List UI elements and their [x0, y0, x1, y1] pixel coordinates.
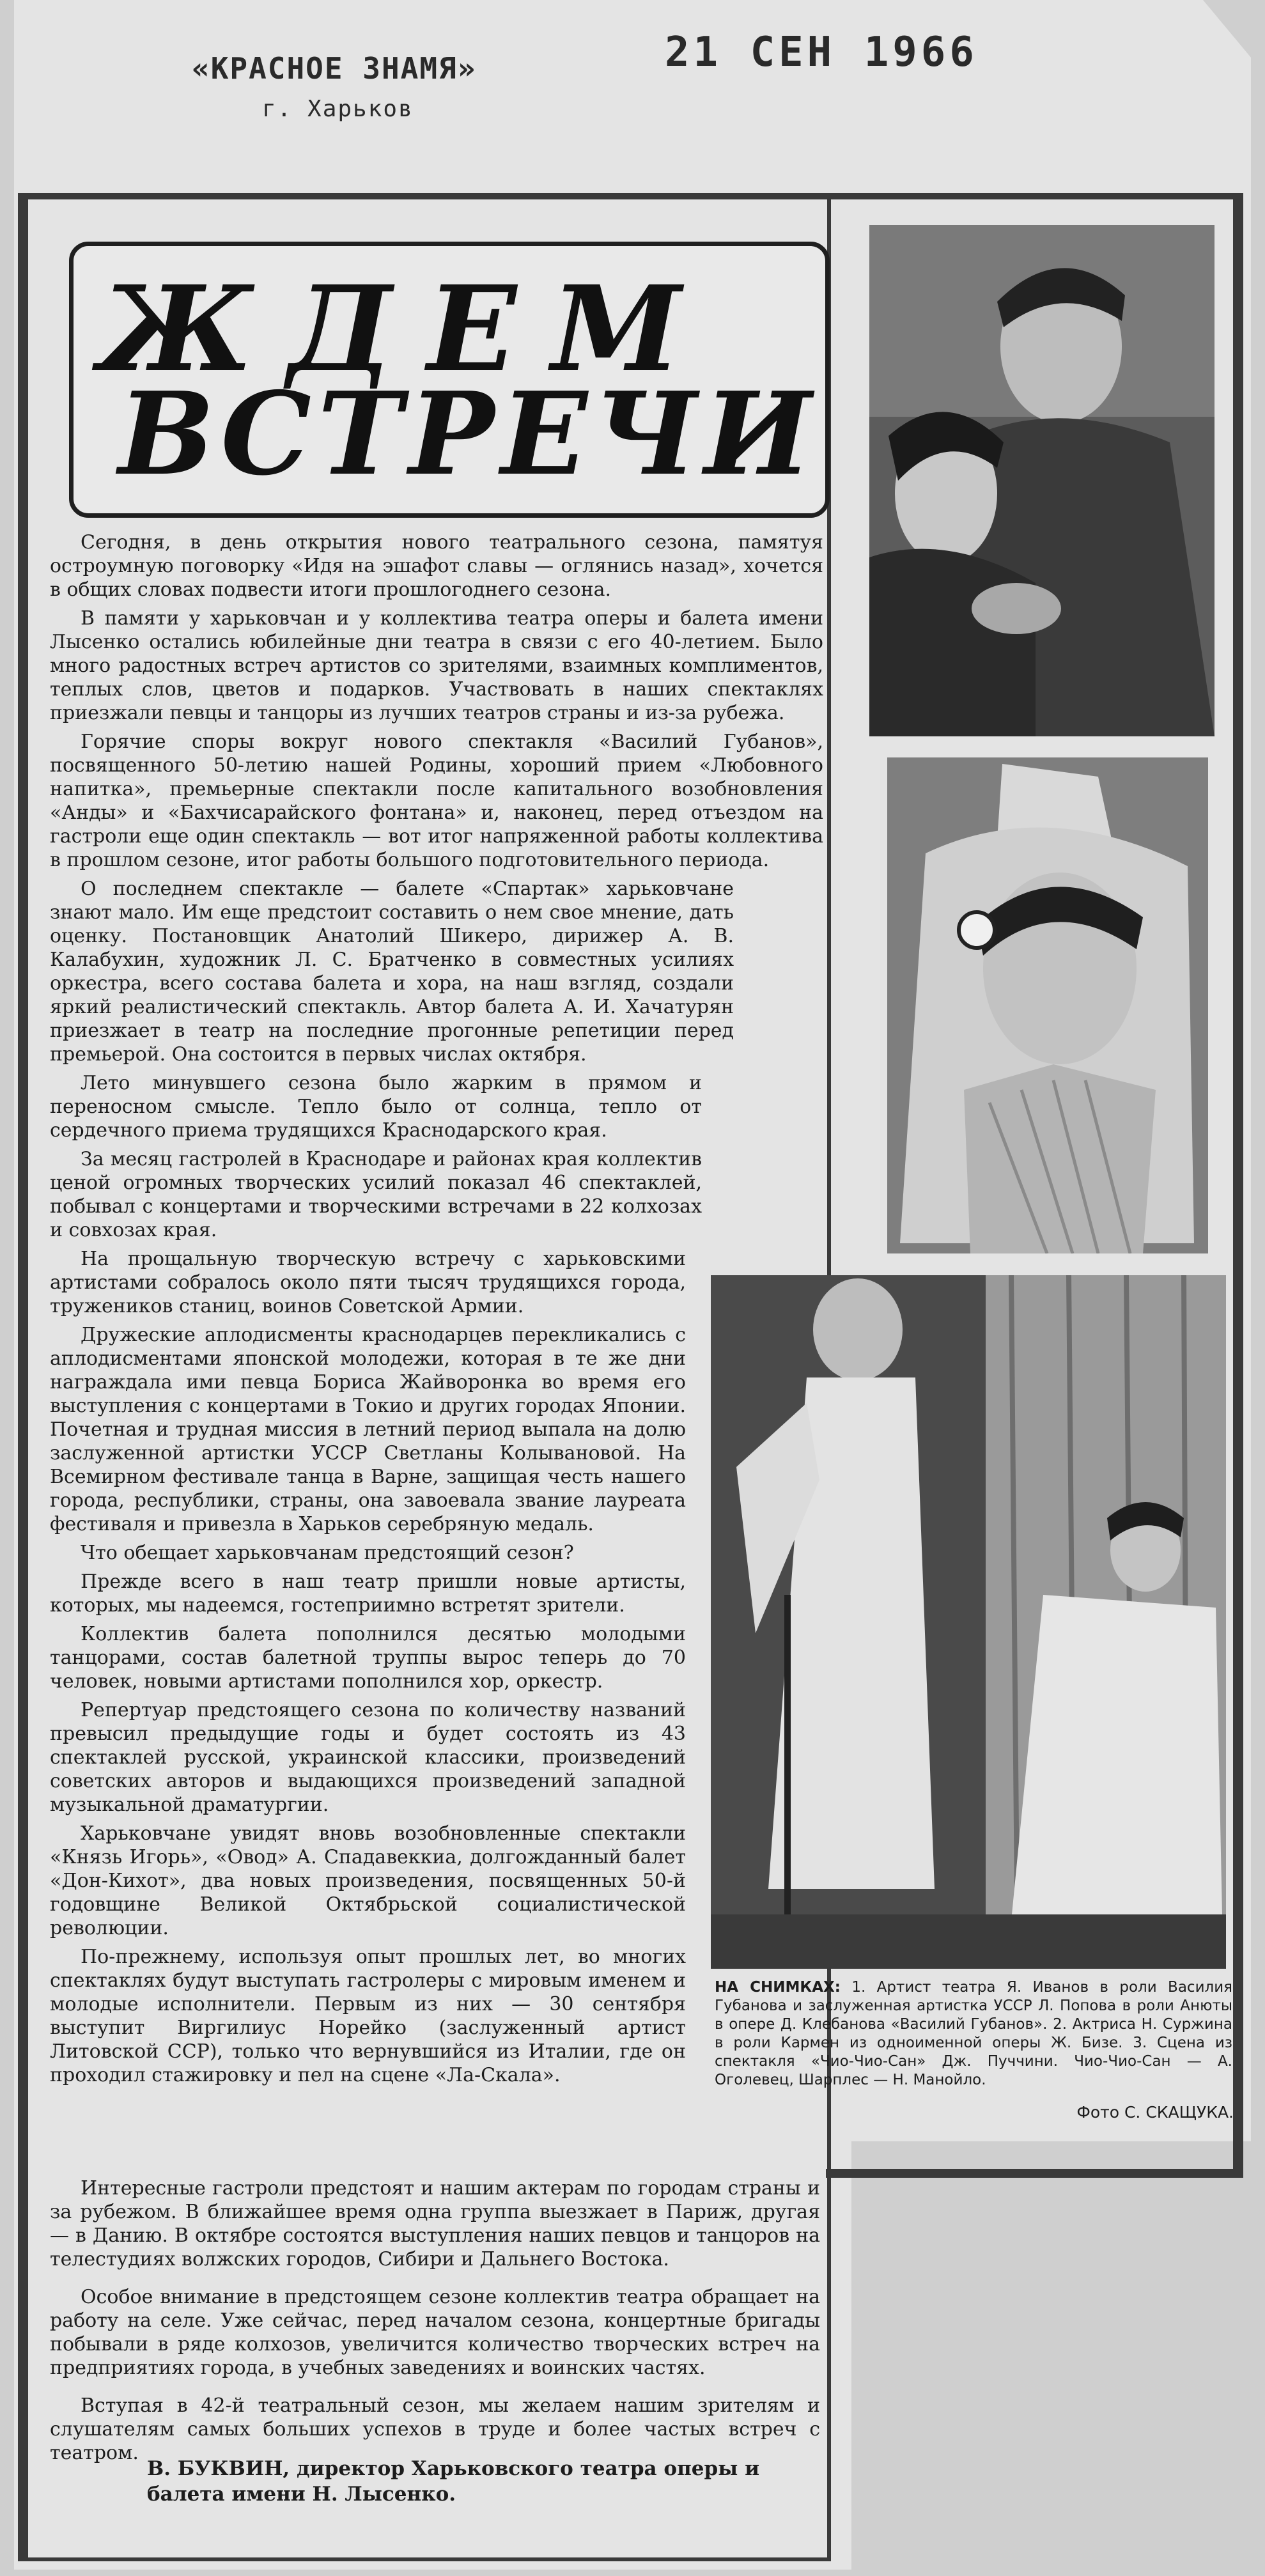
- paragraph: За месяц гастролей в Краснодаре и районах края коллектив ценой огромных творческих усилий показал 46 спектаклей, побывал с концертами и творческими встречами в 22 колхозах и совхозах края.: [50, 1148, 702, 1241]
- photo-actress-carmen-icon: [887, 757, 1208, 1253]
- paragraph: Вступая в 42-й театральный сезон, мы желаем нашим зрителям и слушателям самых больших успехов в труде и более частых встреч с театром.: [50, 2394, 820, 2464]
- headline-box: [69, 242, 830, 518]
- paragraph: В памяти у харьковчан и у коллектива театра оперы и балета имени Лысенко остались юбилейные дни театра в связи с его 40-летием. Было много радостных встреч артистов со зрителями, взаимных комплиментов, теплых слов, цветов и подарков. Участвовать в наших спектаклях приезжали певцы и танцоры из лучших театров страны и из-за рубежа.: [50, 607, 823, 724]
- paragraph: Особое внимание в предстоящем сезоне коллектив театра обращает на работу на селе. Уже сейчас, перед началом сезона, концертные бригады побывали в ряде колхозов, увеличится количество творческих встреч на предприятиях города, в учебных заведениях и воинских частях.: [50, 2286, 820, 2379]
- photo-actors-embrace-icon: [869, 225, 1215, 736]
- paragraph: Коллектив балета пополнился десятью молодыми танцорами, состав балетной труппы вырос теперь до 70 человек, новыми артистами пополнился хор, оркестр.: [50, 1623, 686, 1693]
- photo-caption: [715, 1978, 1232, 2090]
- paragraph: Интересные гастроли предстоят и нашим актерам по городам страны и за рубежом. В ближайшее время одна группа выезжает в Париж, другая — в Данию. В октябре состоятся выступления наших певцов и танцоров на телестудиях волжских городов, Сибири и Дальнего Востока.: [50, 2177, 820, 2270]
- article-body: [50, 531, 823, 2092]
- paragraph: Что обещает харьковчанам предстоящий сезон?: [81, 1542, 574, 1564]
- stamp-date: 21 СЕН 1966: [665, 29, 978, 76]
- photo-credit: Фото С. СКАЩУКА.: [1076, 2103, 1234, 2122]
- paragraph: О последнем спектакле — балете «Спартак» харьковчане знают мало. Им еще предстоит составить о нем свое мнение, дать оценку. Постановщик Анатолий Шикеро, дирижер А. В. Калабухин, художник Л. С. Братченко в совместных усилиях оркестра, всего состава балета и хора, на наш взгляд, создали яркий реалистический спектакль. Автор балета А. И. Хачатурян приезжает в театр на последние прогонные репетиции перед премьерой. Она состоится в первых числах октября.: [50, 878, 734, 1066]
- headline-line-1: ЖДЕМ: [99, 260, 716, 398]
- caption-text: 1. Артист театра Я. Иванов в роли Василия Губанова и заслуженная артистка УССР Л. Попова в роли Анюты в опере Д. Клебанова «Василий Губанов». 2. Актриса Н. Суржина в роли Кармен из одноименной оперы Ж. Бизе. 3. Сцена из спектакля «Чио-Чио-Сан» Дж. Пуччини. Чио-Чио-Сан — А. Оголевец, Шарплес — Н. Манойло.: [715, 1979, 1233, 2088]
- paragraph: Дружеские аплодисменты краснодарцев перекликались с аплодисментами японской молодежи, которая в те же дни награждала ими певца Бориса Жайворонка во время его выступления с концертами в Токио и других городах Японии. Почетная и трудная миссия в летний период выпала на долю заслуженной артистки УССР Светланы Колывановой. На Всемирном фестивале танца в Варне, защищая честь нашего города, республики, страны, она завоевала звание лауреата фестиваля и привезла в Харьков серебряную медаль.: [50, 1324, 686, 1535]
- paragraph: Репертуар предстоящего сезона по количеству названий превысил предыдущие годы и будет состоять из 43 спектаклей русской, украинской классики, произведений советских авторов и выдающихся произведений западной музыкальной драматургии.: [50, 1699, 686, 1816]
- newspaper-stamp: «КРАСНОЕ ЗНАМЯ»: [192, 51, 477, 86]
- article-body-bottom: [50, 2176, 820, 2479]
- paragraph: Лето минувшего сезона было жарким в прямом и переносном смысле. Тепло было от солнца, тепло от сердечного приема трудящихся Краснодарского края.: [50, 1072, 702, 1142]
- paragraph: Горячие споры вокруг нового спектакля «Василий Губанов», посвященного 50-летию нашей Родины, хороший прием «Любовного напитка», премьерные спектакли после капитального возобновления «Анды» и «Бахчисарайского фонтана» и, наконец, перед отъездом на гастроли еще один спектакль — вот итог напряженной работы коллектива в прошлом сезоне, итог работы большого подготовительного периода.: [50, 731, 823, 871]
- caption-label: НА СНИМКАХ:: [715, 1979, 841, 1996]
- paragraph: Сегодня, в день открытия нового театрального сезона, памятуя остроумную поговорку «Идя на эшафот славы — оглянись назад», хочется в общих словах подвести итоги прошлогоднего сезона.: [50, 531, 823, 601]
- stamp-city: г. Харьков: [262, 96, 414, 122]
- paragraph: На прощальную творческую встречу с харьковскими артистами собралось около пяти тысяч трудящихся города, тружеников станиц, воинов Советской Армии.: [50, 1248, 686, 1317]
- paragraph: Харьковчане увидят вновь возобновленные спектакли «Князь Игорь», «Овод» А. Спадавеккиа, долгожданный балет «Дон-Кихот», два новых произведения, посвященных 50-й годовщине Великой Октябрьской социалистической революции.: [50, 1822, 686, 1939]
- paragraph: По-прежнему, используя опыт прошлых лет, во многих спектаклях будут выступать гастролеры с мировым именем и молодые исполнители. Первым из них — 30 сентября выступит Виргилиус Норейко (заслуженный артист Литовской ССР), только что вернувшийся из Италии, где он проходил стажировку и пел на сцене «Ла-Скала».: [50, 1946, 686, 2086]
- paragraph: Прежде всего в наш театр пришли новые артисты, которых, мы надеемся, гостеприимно встретят зрители.: [50, 1571, 686, 1617]
- headline-line-2: ВСТРЕЧИ: [118, 367, 818, 500]
- author-signature: В. БУКВИН, директор Харьковского театра оперы и балета имени Н. Лысенко.: [147, 2457, 760, 2506]
- photo-opera-scene-icon: [711, 1275, 1226, 1969]
